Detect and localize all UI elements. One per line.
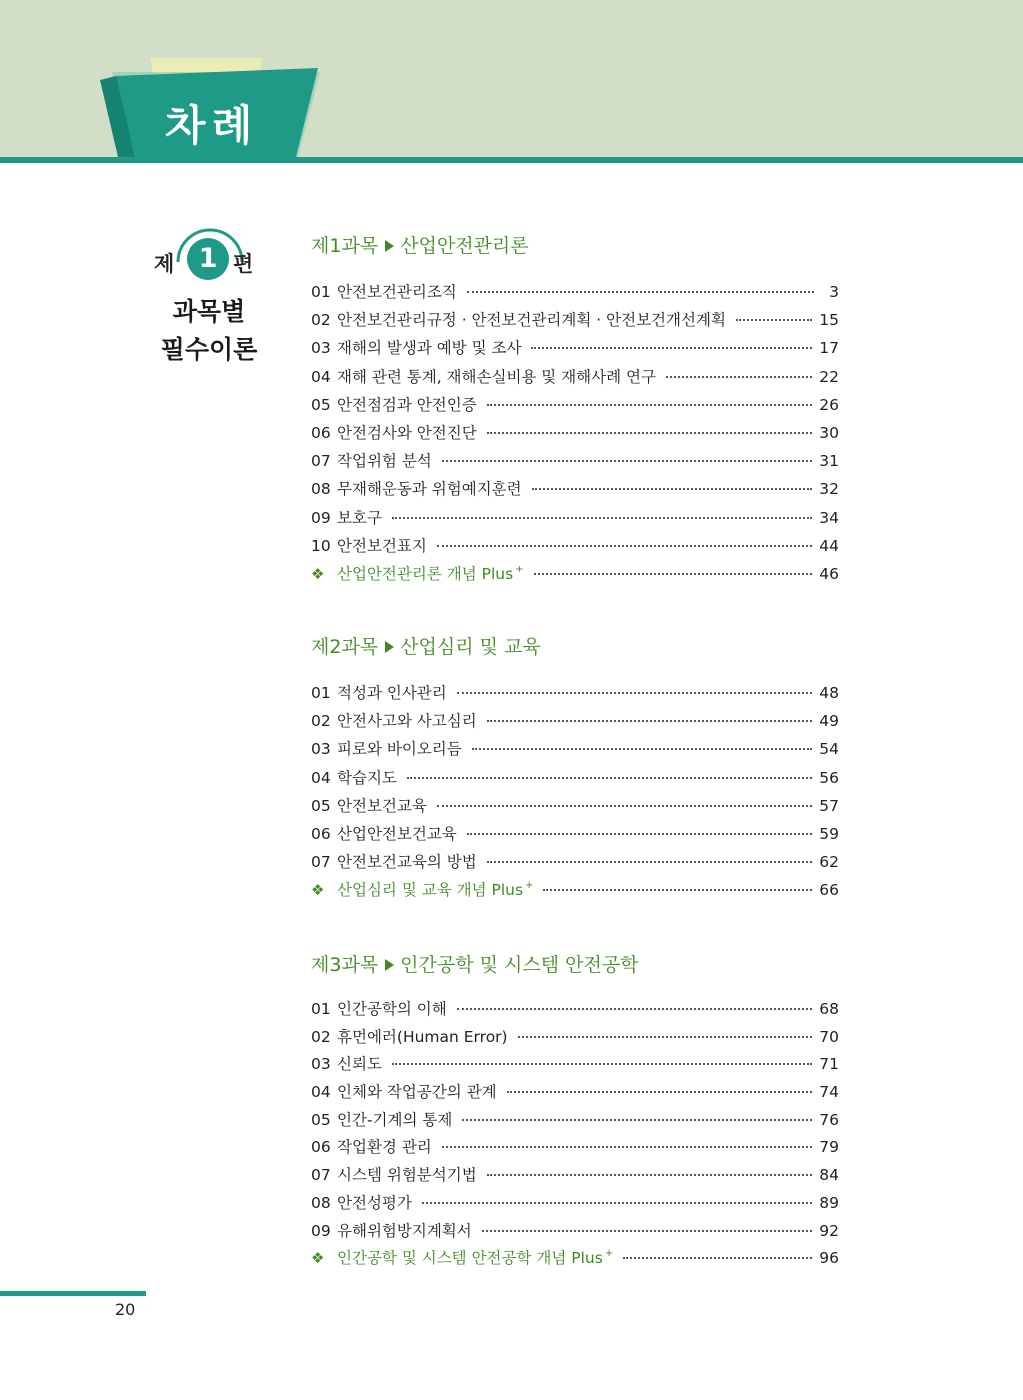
entry-number: 09 [311,508,331,527]
section-subject: 제3과목 [311,954,379,976]
toc-entry[interactable] [311,334,839,362]
toc-entry[interactable] [311,707,839,735]
entry-page: 92 [819,1221,839,1240]
entry-label: 신뢰도 [337,1055,382,1074]
entry-label: 안전점검과 안전인증 [337,395,477,414]
entry-label: 무재해운동과 위험예지훈련 [337,480,522,499]
play-arrow-icon [385,641,394,653]
entry-label: 인체와 작업공간의 관계 [337,1083,497,1102]
entry-page: 46 [819,564,839,583]
toc-entry[interactable] [311,532,839,560]
diamond-bullet-icon: ❖ [311,1249,325,1268]
entry-label [337,876,533,907]
toc-entries [311,679,839,905]
toc-entries [311,278,839,588]
dot-leader [666,375,812,378]
toc-entry[interactable] [311,996,839,1024]
toc-entry[interactable] [311,792,839,820]
part-prefix: 제 [154,252,175,276]
section-name: 인간공학 및 시스템 안전공학 [400,954,639,976]
entry-number: 01 [311,1000,331,1018]
part-title [150,293,268,369]
diamond-bullet-icon: ❖ [311,881,325,900]
header-rule [0,157,1023,163]
toc-entry[interactable] [311,363,839,391]
dot-leader [422,1201,812,1204]
entry-number: 03 [311,740,331,759]
entry-page: 57 [819,796,839,815]
entry-number: 06 [311,824,331,843]
entry-page: 15 [819,311,839,330]
entry-number: 04 [311,367,331,386]
toc-entries [311,996,839,1273]
dot-leader [532,487,813,490]
toc-section-1 [311,232,839,588]
entry-label: 인간공학의 이해 [337,1000,447,1018]
entry-label: 유해위험방지계획서 [337,1221,472,1240]
entry-page: 48 [819,684,839,702]
entry-number: 04 [311,768,331,787]
toc-entry[interactable] [311,1190,839,1218]
entry-page: 32 [819,480,839,499]
dot-leader [392,1062,812,1065]
entry-number: 02 [311,1027,331,1046]
dot-leader [736,318,812,321]
toc-entry[interactable] [311,848,839,876]
dot-leader [457,1007,813,1010]
toc-entry[interactable] [311,820,839,848]
section-title[interactable] [311,232,839,260]
entry-page: 17 [819,339,839,358]
dot-leader [407,776,812,779]
entry-label: 안전보건교육 [337,796,427,815]
entry-page: 66 [819,881,839,900]
dot-leader [442,1145,813,1148]
entry-label: 피로와 바이오리듬 [337,740,462,759]
entry-page: 96 [819,1249,839,1268]
dot-leader [457,691,813,694]
dot-leader [487,860,813,863]
toc-entry[interactable] [311,1107,839,1135]
toc-entry[interactable] [311,278,839,306]
dot-leader [442,459,813,462]
entry-number: 07 [311,853,331,872]
entry-label: 휴먼에러(Human Error) [337,1027,508,1046]
entry-page: 68 [819,1000,839,1018]
dot-leader [437,544,812,547]
entry-page: 44 [819,536,839,555]
plus-superscript: + [525,880,534,892]
page-number: 20 [115,1300,136,1319]
plus-label-text: 산업안전관리론 개념 Plus [337,564,514,583]
dot-leader [482,1229,813,1232]
dot-leader [531,346,812,349]
dot-leader [487,1173,813,1176]
entry-page: 71 [819,1055,839,1074]
section-name: 산업심리 및 교육 [400,636,541,658]
toc-entry[interactable] [311,447,839,475]
section-title[interactable] [311,633,839,661]
plus-label-text: 산업심리 및 교육 개념 Plus [337,881,524,900]
entry-page: 70 [819,1027,839,1046]
entry-number: 07 [311,1166,331,1185]
play-arrow-icon [385,240,394,252]
plus-label-text: 인간공학 및 시스템 안전공학 개념 Plus [337,1249,603,1268]
toc-entry[interactable] [311,391,839,419]
toc-section-2 [311,633,839,905]
entry-label: 안전검사와 안전진단 [337,423,477,442]
entry-label: 안전보건교육의 방법 [337,853,477,872]
entry-label: 적성과 인사관리 [337,684,447,702]
entry-number: 05 [311,796,331,815]
entry-label: 산업안전보건교육 [337,824,457,843]
entry-label: 안전사고와 사고심리 [337,712,477,731]
entry-label: 안전보건관리규정 · 안전보건관리계획 · 안전보건개선계획 [337,311,726,330]
entry-number: 01 [311,684,331,702]
part-badge [150,218,270,368]
toc-entry-plus[interactable] [311,1245,839,1273]
dot-leader [467,832,812,835]
entry-page: 56 [819,768,839,787]
entry-page: 3 [829,283,839,301]
entry-page: 34 [819,508,839,527]
dot-leader [507,1090,813,1093]
entry-label: 인간-기계의 통제 [337,1110,453,1129]
section-subject: 제1과목 [311,235,379,257]
entry-page: 74 [819,1083,839,1102]
dot-leader [543,888,812,891]
entry-number: 02 [311,712,331,731]
entry-number: 08 [311,480,331,499]
entry-page: 59 [819,824,839,843]
entry-number: 02 [311,311,331,330]
dot-leader [487,431,813,434]
entry-label: 학습지도 [337,768,397,787]
play-arrow-icon [385,959,394,971]
dot-leader [534,572,813,575]
entry-page: 30 [819,423,839,442]
dot-leader [487,403,813,406]
toc-entry[interactable] [311,1134,839,1162]
entry-label: 안전보건표지 [337,536,427,555]
entry-number: 04 [311,1083,331,1102]
part-suffix: 편 [233,252,254,276]
entry-number: 05 [311,1110,331,1129]
dot-leader [487,719,813,722]
section-subject: 제2과목 [311,636,379,658]
section-name: 산업안전관리론 [400,235,529,257]
entry-number: 08 [311,1193,331,1212]
entry-number: 06 [311,1138,331,1157]
toc-entry[interactable] [311,764,839,792]
header-tab-graphic [0,0,1023,163]
entry-label [337,560,524,591]
dot-leader [392,516,812,519]
entry-page: 31 [819,452,839,471]
entry-label: 재해의 발생과 예방 및 조사 [337,339,522,358]
entry-page: 62 [819,853,839,872]
dot-leader [467,290,814,293]
toc-entry[interactable] [311,1079,839,1107]
entry-label: 재해 관련 통계, 재해손실비용 및 재해사례 연구 [337,367,656,386]
toc-entry[interactable] [311,419,839,447]
toc-entry-plus[interactable] [311,560,839,588]
entry-label: 시스템 위험분석기법 [337,1166,477,1185]
plus-superscript: + [604,1248,614,1260]
dot-leader [472,747,813,750]
entry-page: 49 [819,712,839,731]
toc-entry[interactable] [311,679,839,707]
toc-entry[interactable] [311,504,839,532]
toc-entry[interactable] [311,735,839,763]
part-number-badge: 1 [187,238,229,280]
entry-page: 76 [819,1110,839,1129]
section-title[interactable] [311,951,839,979]
entry-label [337,1245,613,1275]
footer-rule [0,1291,146,1296]
toc-entry[interactable] [311,1051,839,1079]
toc-entry[interactable] [311,306,839,334]
toc-entry[interactable] [311,1218,839,1246]
toc-entry[interactable] [311,1162,839,1190]
entry-number: 07 [311,452,331,471]
entry-page: 89 [819,1193,839,1212]
entry-page: 54 [819,740,839,759]
entry-number: 01 [311,283,331,301]
entry-number: 06 [311,423,331,442]
entry-label: 안전성평가 [337,1193,412,1212]
entry-number: 10 [311,536,331,555]
entry-label: 안전보건관리조직 [337,283,457,301]
toc-section-3 [311,951,839,1273]
entry-page: 26 [819,395,839,414]
toc-entry[interactable] [311,475,839,503]
page-title: 차례 [165,101,259,150]
entry-page: 84 [819,1166,839,1185]
entry-number: 05 [311,395,331,414]
dot-leader [623,1256,812,1259]
part-title-line2: 필수이론 [160,335,258,364]
toc-entry-plus[interactable] [311,876,839,904]
entry-label: 보호구 [337,508,382,527]
dot-leader [437,804,812,807]
entry-number: 09 [311,1221,331,1240]
dot-leader [518,1035,813,1038]
entry-page: 22 [819,367,839,386]
plus-superscript: + [515,563,524,575]
toc-entry[interactable] [311,1024,839,1052]
entry-label: 작업위험 분석 [337,452,432,471]
entry-number: 03 [311,339,331,358]
diamond-bullet-icon: ❖ [311,564,325,583]
entry-number: 03 [311,1055,331,1074]
entry-page: 79 [819,1138,839,1157]
entry-label: 작업환경 관리 [337,1138,432,1157]
part-title-line1: 과목별 [172,297,246,326]
dot-leader [462,1118,812,1121]
